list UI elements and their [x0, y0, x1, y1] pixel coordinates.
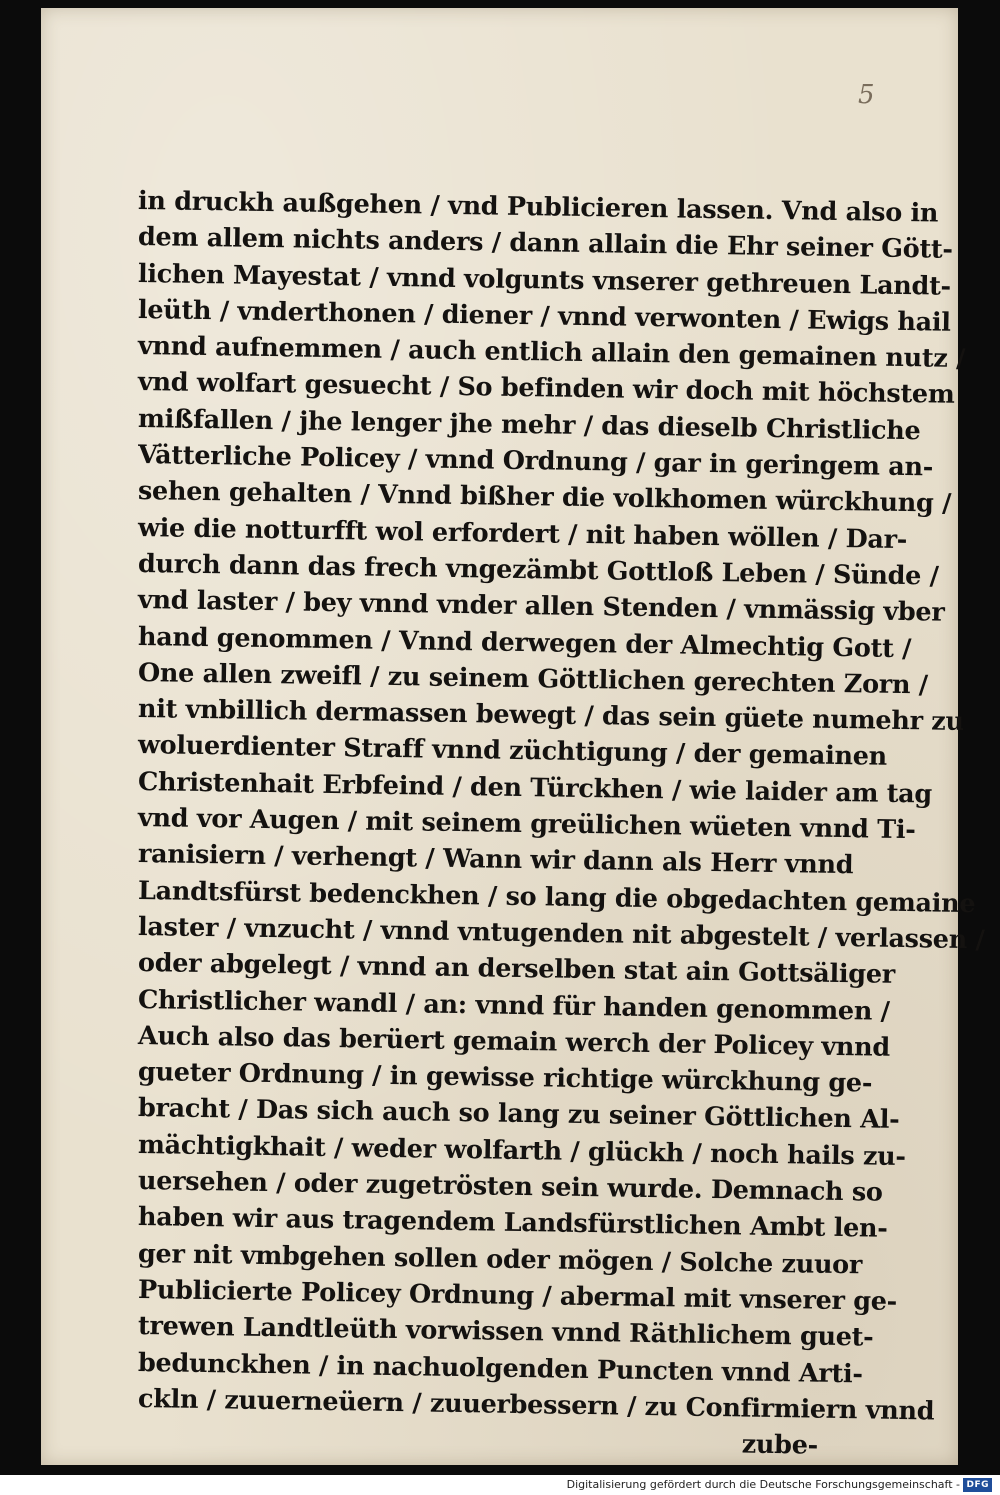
- text-line: woluerdienter Straff vnnd züchtigung / der gemainen: [137, 730, 888, 773]
- text-line: sehen gehalten / Vnnd bißher die volkhomen würckhung /: [137, 476, 952, 520]
- text-line: gueter Ordnung / in gewisse richtige würckhung ge-: [137, 1057, 873, 1099]
- text-line: leüth / vnderthonen / diener / vnnd verwonten / Ewigs hail: [137, 294, 951, 338]
- text-line: Landtsfürst bedenckhen / so lang die obgedachten gemaine: [137, 875, 976, 919]
- text-line: bracht / Das sich auch so lang zu seiner Göttlichen Al-: [137, 1093, 900, 1136]
- text-line: mächtigkhait / weder wolfarth / glückh / noch hails zu-: [137, 1129, 906, 1172]
- text-line: vnd vor Augen / mit seinem greülichen wüeten vnnd Ti-: [137, 803, 916, 846]
- text-line: uersehen / oder zugetrösten sein wurde. Demnach so: [137, 1166, 883, 1208]
- text-line: oder abgelegt / vnnd an derselben stat ain Gottsäliger: [137, 948, 896, 991]
- text-line: haben wir aus tragendem Landsfürstlichen Ambt len-: [137, 1202, 888, 1245]
- text-line: lichen Mayestat / vnnd volgunts vnserer gethreuen Landt-: [137, 258, 952, 302]
- text-line: Christenhait Erbfeind / den Türckhen / wie laider am tag: [137, 766, 933, 810]
- text-line: durch dann das frech vngezämbt Gottloß Leben / Sünde /: [137, 548, 939, 592]
- text-line: vnd laster / bey vnnd vnder allen Stenden / vnmässig vber: [137, 585, 945, 628]
- text-line: laster / vnzucht / vnnd vntugenden nit abgestelt / verlassen /: [137, 911, 985, 956]
- text-line: ckln / zuuerneüern / zuuerbessern / zu Confirmiern vnnd: [137, 1383, 935, 1427]
- text-line: in druckh außgehen / vnd Publicieren lassen. Vnd also in: [137, 186, 939, 229]
- funding-credit: Digitalisierung gefördert durch die Deutsche Forschungsgemeinschaft -: [566, 1478, 960, 1491]
- text-line: mißfallen / jhe lenger jhe mehr / das dieselb Christliche: [137, 403, 921, 447]
- text-line: One allen zweifl / zu seinem Göttlichen gerechten Zorn /: [137, 657, 929, 701]
- text-line: nit vnbillich dermassen bewegt / das sein güete numehr zu: [137, 694, 964, 738]
- catchword: zube-: [741, 1429, 819, 1461]
- dfg-logo-icon: DFG: [963, 1478, 992, 1492]
- text-line: bedunckhen / in nachuolgenden Puncten vnnd Arti-: [137, 1347, 863, 1389]
- text-line: vnnd aufnemmen / auch entlich allain den gemainen nutz /: [137, 331, 966, 375]
- text-line: trewen Landtleüth vorwissen vnnd Räthlichem guet-: [137, 1311, 874, 1353]
- text-line: ger nit vmbgehen sollen oder mögen / Solche zuuor: [137, 1238, 863, 1280]
- text-line: Auch also das berüert gemain werch der Policey vnnd: [137, 1020, 891, 1063]
- text-line: Vätterliche Policey / vnnd Ordnung / gar in geringem an-: [137, 440, 934, 483]
- text-line: Christlicher wandl / an: vnnd für handen genommen /: [137, 984, 890, 1027]
- text-line: hand genommen / Vnnd derwegen der Almechtig Gott /: [137, 621, 912, 664]
- text-line: dem allem nichts anders / dann allain die Ehr seiner Gött-: [137, 222, 953, 266]
- footer-bar: [0, 1475, 1000, 1495]
- page-number: 5: [858, 80, 875, 110]
- text-line: wie die notturfft wol erfordert / nit haben wöllen / Dar-: [137, 512, 908, 555]
- text-line: vnd wolfart gesuecht / So befinden wir doch mit höchstem: [137, 367, 955, 411]
- text-line: ranisiern / verhengt / Wann wir dann als Herr vnnd: [137, 839, 854, 881]
- document-page: [41, 8, 985, 1465]
- body-text: [137, 183, 985, 1461]
- text-line: Publicierte Policey Ordnung / abermal mit vnserer ge-: [137, 1274, 898, 1317]
